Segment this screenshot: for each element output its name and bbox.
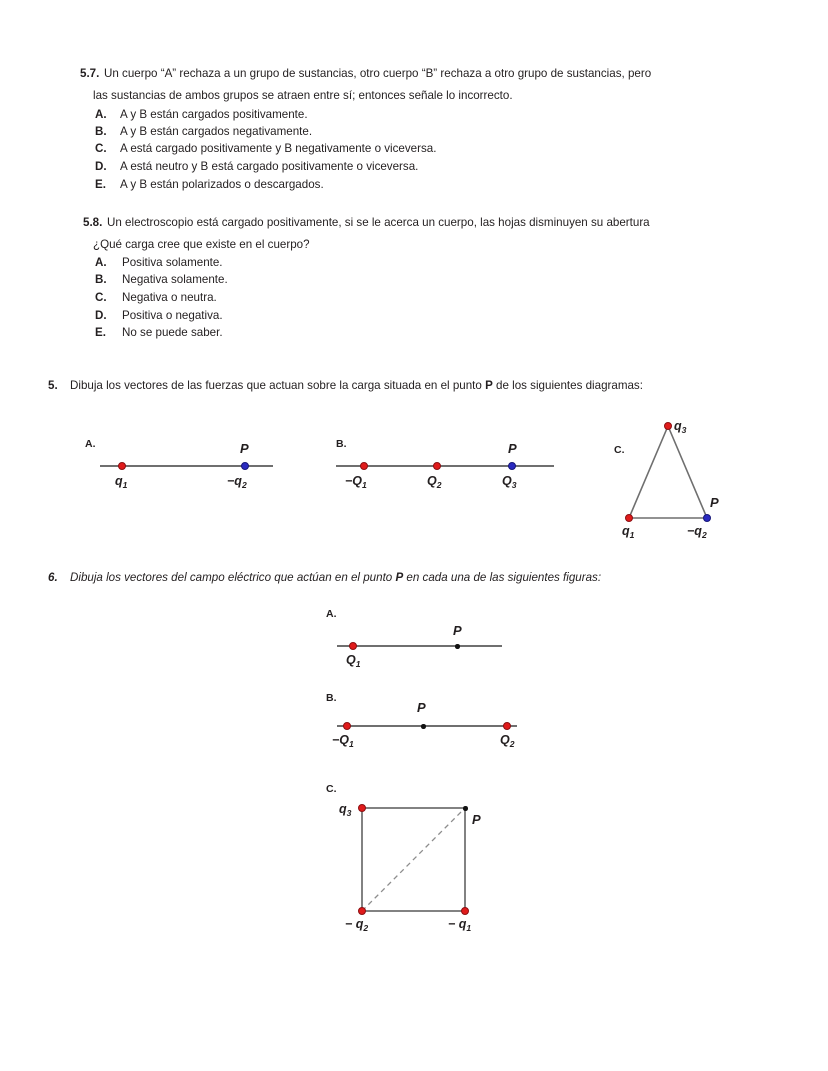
charge-dot-q1 <box>625 514 633 522</box>
charge-label-Q2: $Q_2$ <box>427 474 442 490</box>
figure-6b-letter: B. <box>326 692 337 704</box>
option-letter-d: D. <box>95 160 107 173</box>
point-label-p: P <box>472 812 481 827</box>
question-5-8-stem-line1: Un electroscopio está cargado positivamente, si se le acerca un cuerpo, las hojas disminuyen su abertura <box>107 216 650 229</box>
question-5-number: 5. <box>48 379 58 392</box>
option-text-c: Negativa o neutra. <box>122 291 217 304</box>
figure-6c-letter: C. <box>326 783 337 795</box>
option-letter-d: D. <box>95 309 107 322</box>
option-text-e: No se puede saber. <box>122 326 223 339</box>
question-5-stem-part2: de los siguientes diagramas: <box>492 379 643 392</box>
question-5-stem-part1: Dibuja los vectores de las fuerzas que actuan sobre la carga situada en el punto <box>70 379 486 392</box>
point-label-p: P <box>508 441 517 456</box>
option-text-b: A y B están cargados negativamente. <box>120 125 313 138</box>
charge-label-q2-negative: $-q_2$ <box>687 524 707 540</box>
question-6-number: 6. <box>48 571 58 584</box>
figure-6c-square <box>360 806 472 918</box>
charge-label-q3: $q_3$ <box>674 419 687 435</box>
point-label-p: P <box>710 495 719 510</box>
figure-5b-letter: B. <box>336 438 347 450</box>
question-5-8-number: 5.8. <box>83 216 103 229</box>
option-letter-c: C. <box>95 291 107 304</box>
figure-6a-axis <box>337 645 502 647</box>
point-label-p: P <box>453 623 462 638</box>
field-point-dot-p <box>463 806 468 811</box>
question-6-stem-part2: en cada una de las siguientes figuras: <box>403 571 602 584</box>
charge-label-q1: $q_1$ <box>622 524 635 540</box>
figure-5c-letter: C. <box>614 444 625 456</box>
charge-dot-q1-negative <box>461 907 469 915</box>
option-letter-c: C. <box>95 142 107 155</box>
question-5-7-stem-line1: Un cuerpo “A” rechaza a un grupo de sustancias, otro cuerpo “B” rechaza a otro grupo de sustancias, pero <box>104 67 652 80</box>
charge-dot-Q2 <box>503 722 511 730</box>
charge-dot-Q2 <box>433 462 441 470</box>
charge-label-Q2: $Q_2$ <box>500 733 515 749</box>
charge-label-Q3: $Q_3$ <box>502 474 517 490</box>
point-label-p: P <box>417 700 426 715</box>
option-text-d: Positiva o negativa. <box>122 309 223 322</box>
figure-5a-letter: A. <box>85 438 96 450</box>
option-letter-a: A. <box>95 256 107 269</box>
charge-dot-Q1 <box>349 642 357 650</box>
question-5-8-stem-line2: ¿Qué carga cree que existe en el cuerpo? <box>93 238 310 251</box>
question-5-7-number: 5.7. <box>80 67 100 80</box>
question-5-stem <box>70 378 770 394</box>
charge-label-q2-negative: $-q_2$ <box>227 474 247 490</box>
option-letter-e: E. <box>95 326 106 339</box>
question-5-7-stem-line2: las sustancias de ambos grupos se atraen entre sí; entonces señale lo incorrecto. <box>93 89 513 102</box>
option-text-a: A y B están cargados positivamente. <box>120 108 308 121</box>
charge-label-q2-negative: − $q_2$ <box>345 917 369 933</box>
option-letter-b: B. <box>95 125 107 138</box>
option-text-e: A y B están polarizados o descargados. <box>120 178 324 191</box>
charge-dot-q2-negative <box>241 462 249 470</box>
option-text-c: A está cargado positivamente y B negativamente o viceversa. <box>120 142 437 155</box>
charge-dot-q1 <box>118 462 126 470</box>
option-letter-e: E. <box>95 178 106 191</box>
charge-dot-Q3 <box>508 462 516 470</box>
charge-label-Q1-negative: $-Q_1$ <box>345 474 367 490</box>
option-text-a: Positiva solamente. <box>122 256 223 269</box>
field-point-dot-p <box>421 724 426 729</box>
question-6-stem-p: P <box>395 571 404 584</box>
question-6-stem <box>70 570 770 586</box>
option-text-d: A está neutro y B está cargado positivamente o viceversa. <box>120 160 419 173</box>
charge-label-Q1-negative: $-Q_1$ <box>332 733 354 749</box>
figure-6b-axis <box>337 725 517 727</box>
charge-dot-Q1-negative <box>343 722 351 730</box>
charge-label-q1-negative: − $q_1$ <box>448 917 472 933</box>
option-letter-b: B. <box>95 273 107 286</box>
charge-label-Q1: $Q_1$ <box>346 653 361 669</box>
question-6-stem-part1: Dibuja los vectores del campo eléctrico que actúan en el punto <box>70 571 396 584</box>
charge-dot-q2-negative <box>358 907 366 915</box>
charge-label-q1: $q_1$ <box>115 474 128 490</box>
charge-dot-q3 <box>358 804 366 812</box>
option-letter-a: A. <box>95 108 107 121</box>
charge-dot-Q1-negative <box>360 462 368 470</box>
field-point-dot-p <box>455 644 460 649</box>
point-label-p: P <box>240 441 249 456</box>
option-text-b: Negativa solamente. <box>122 273 228 286</box>
charge-label-q3: $q_3$ <box>339 802 352 818</box>
figure-5b-axis <box>336 465 554 467</box>
charge-dot-q3 <box>664 422 672 430</box>
figure-6a-letter: A. <box>326 608 337 620</box>
charge-dot-q2-negative <box>703 514 711 522</box>
question-5-stem-p: P <box>485 379 493 392</box>
